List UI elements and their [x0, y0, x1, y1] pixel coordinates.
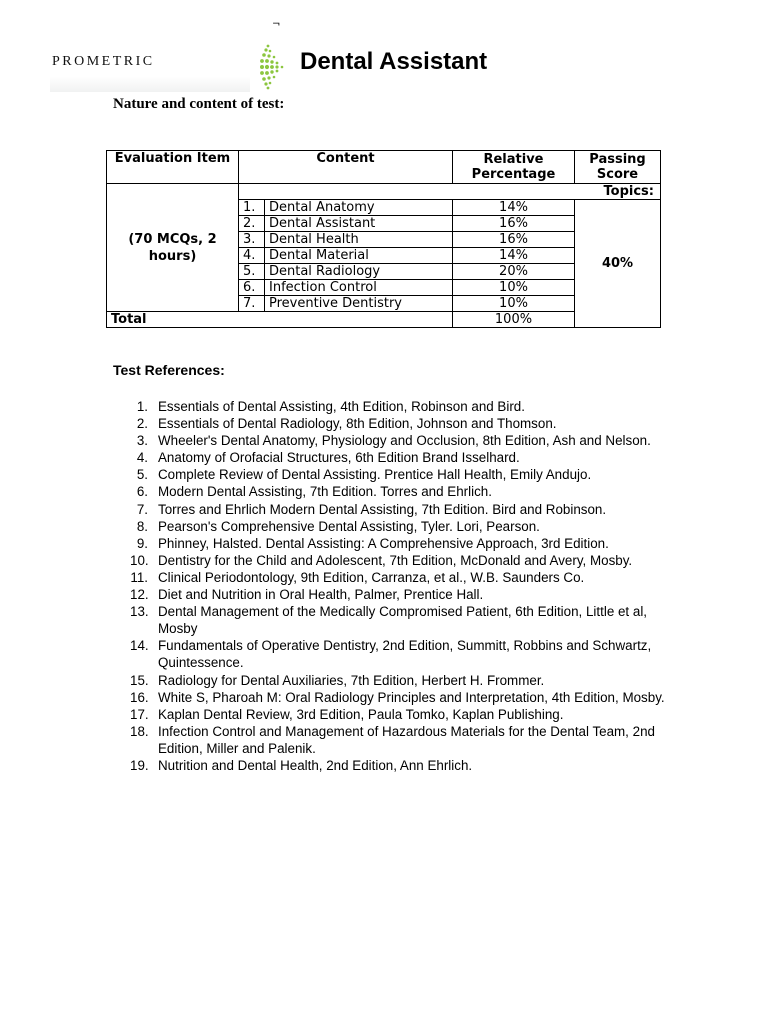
row-percent: 10%: [453, 280, 575, 296]
references-heading: Test References:: [113, 362, 225, 378]
row-topic: Dental Radiology: [265, 264, 453, 280]
list-item: 11. Clinical Periodontology, 9th Edition, Carranza, et al., W.B. Saunders Co.: [130, 569, 585, 585]
references-list: [130, 398, 670, 774]
table-header-row: [107, 151, 661, 184]
section-heading-nature: Nature and content of test:: [113, 96, 285, 112]
list-item: 1. Essentials of Dental Assisting, 4th Edition, Robinson and Bird.: [136, 399, 525, 414]
content-table: [106, 150, 661, 328]
list-item: 3. Wheeler's Dental Anatomy, Physiology and Occlusion, 8th Edition, Ash and Nelson.: [136, 433, 651, 449]
list-item: 9. Phinney, Halsted. Dental Assisting: A Comprehensive Approach, 3rd Edition.: [136, 535, 609, 551]
header-passing-score: Passing Score: [575, 151, 661, 184]
header-relative-percentage: Relative Percentage: [453, 151, 575, 184]
row-topic: Dental Assistant: [265, 216, 453, 232]
row-number: 5.: [239, 264, 265, 280]
list-item: 15. Radiology for Dental Auxiliaries, 7th Edition, Herbert H. Frommer.: [130, 672, 545, 688]
row-topic: Dental Health: [265, 232, 453, 248]
list-item: 13. Dental Management of the Medically Compromised Patient, 6th Edition, Little et al, Mosby: [130, 604, 648, 637]
row-topic: Preventive Dentistry: [265, 296, 453, 312]
list-item: 18. Infection Control and Management of Hazardous Materials for the Dental Team, 2nd Edition, Miller and Palenik.: [130, 723, 655, 756]
prometric-logo-text: PROMETRIC: [52, 54, 155, 69]
row-percent: 16%: [453, 216, 575, 232]
page-title: Dental Assistant: [300, 48, 488, 75]
topics-row: [107, 184, 661, 200]
list-item: 6. Modern Dental Assisting, 7th Edition. Torres and Ehrlich.: [136, 484, 492, 500]
row-number: 3.: [239, 232, 265, 248]
list-item: 4. Anatomy of Orofacial Structures, 6th Edition Brand Isselhard.: [136, 450, 520, 466]
row-topic: Dental Material: [265, 248, 453, 264]
row-number: 4.: [239, 248, 265, 264]
row-percent: 16%: [453, 232, 575, 248]
row-topic: Dental Anatomy: [265, 200, 453, 216]
page-header: [50, 40, 488, 92]
header-evaluation-item: Evaluation Item: [107, 151, 239, 184]
total-percent: 100%: [453, 312, 575, 328]
row-percent: 20%: [453, 264, 575, 280]
row-number: 1.: [239, 200, 265, 216]
topics-label: Topics:: [239, 184, 661, 200]
header-content: Content: [239, 151, 453, 184]
list-item: 14. Fundamentals of Operative Dentistry, 2nd Edition, Summitt, Robbins and Schwartz, Quintessence.: [130, 638, 652, 671]
row-topic: Infection Control: [265, 280, 453, 296]
corner-mark: ¬: [272, 19, 281, 30]
row-percent: 14%: [453, 248, 575, 264]
list-item: 19. Nutrition and Dental Health, 2nd Edition, Ann Ehrlich.: [130, 757, 473, 773]
row-percent: 14%: [453, 200, 575, 216]
row-number: 6.: [239, 280, 265, 296]
row-number: 2.: [239, 216, 265, 232]
row-number: 7.: [239, 296, 265, 312]
list-item: 16. White S, Pharoah M: Oral Radiology Principles and Interpretation, 4th Edition, Mosby.: [130, 689, 665, 705]
evaluation-item-cell: (70 MCQs, 2 hours): [107, 184, 239, 312]
list-item: 17. Kaplan Dental Review, 3rd Edition, Paula Tomko, Kaplan Publishing.: [130, 706, 564, 722]
list-item: 10. Dentistry for the Child and Adolescent, 7th Edition, McDonald and Avery, Mosby.: [130, 552, 633, 568]
list-item: 2. Essentials of Dental Radiology, 8th Edition, Johnson and Thomson.: [136, 416, 557, 432]
list-item: 12. Diet and Nutrition in Oral Health, Palmer, Prentice Hall.: [130, 587, 484, 603]
list-item: 5. Complete Review of Dental Assisting. Prentice Hall Health, Emily Andujo.: [136, 467, 592, 483]
row-percent: 10%: [453, 296, 575, 312]
total-label: Total: [107, 312, 453, 328]
prometric-logo-icon: [250, 42, 296, 90]
list-item: 8. Pearson's Comprehensive Dental Assisting, Tyler. Lori, Pearson.: [136, 518, 540, 534]
passing-score-value: 40%: [575, 200, 661, 328]
list-item: 7. Torres and Ehrlich Modern Dental Assisting, 7th Edition. Bird and Robinson.: [136, 501, 607, 517]
